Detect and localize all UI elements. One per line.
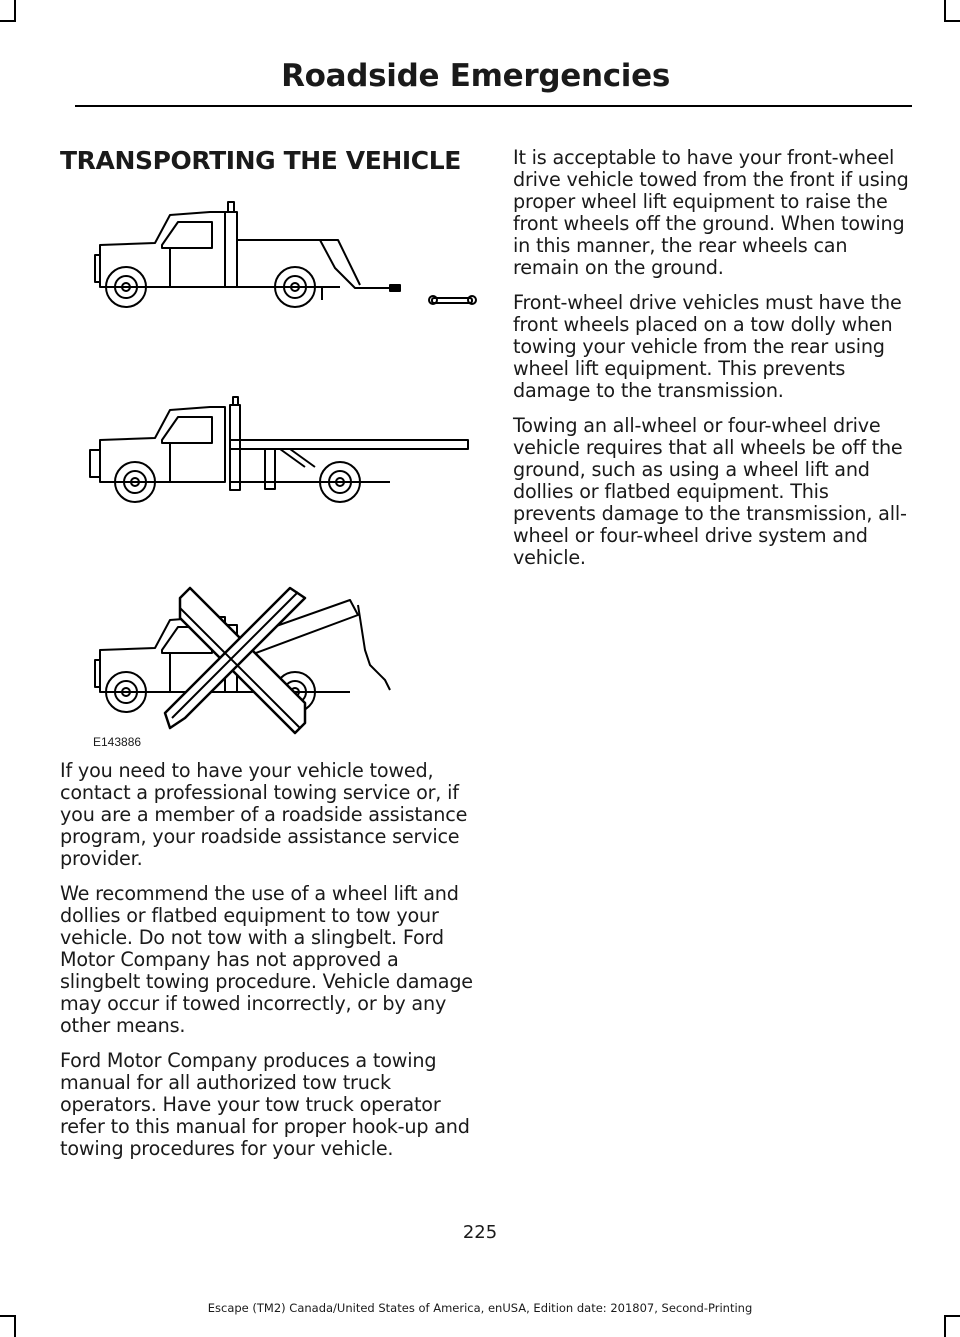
paragraph: Ford Motor Company produces a towing manual for all authorized tow truck operators. Have your tow truck operator refer to this manual for proper hook-up and towing procedures for your vehicle. [60,1049,470,1160]
wheel-lift-truck [95,202,476,307]
paragraph: Towing an all-wheel or four-wheel drive vehicle requires that all wheels be off the ground, such as using a wheel lift and dollies or flatbed equipment. This prevents damage to the transmission, all-wheel or four-wheel drive system and vehicle. [513,414,907,569]
towing-illustration [60,190,490,755]
crop-mark [14,1317,16,1337]
header-rule [75,105,912,107]
crop-mark [944,20,960,22]
page-number: 225 [462,1222,498,1243]
crop-mark [0,20,16,22]
crop-mark [944,1317,946,1337]
footer-text: Escape (TM2) Canada/United States of America, enUSA, Edition date: 201807, Second-Printing [207,1301,753,1315]
prohibited-cross-icon [165,588,305,733]
paragraph: It is acceptable to have your front-wheel drive vehicle towed from the front if using proper wheel lift equipment to raise the front wheels off the ground. When towing in this manner, the rear wheels can remain on the ground. [513,146,909,279]
flatbed-truck [90,397,468,502]
left-column [60,760,480,1173]
crop-mark [944,0,946,22]
right-column [513,147,913,582]
crop-mark [944,1315,960,1317]
paragraph: If you need to have your vehicle towed, contact a professional towing service or, if you are a member of a roadside assistance program, your roadside assistance service provider. [60,759,468,870]
header-title: Roadside Emergencies [281,58,670,94]
paragraph: We recommend the use of a wheel lift and dollies or flatbed equipment to tow your vehicle. Do not tow with a slingbelt. Ford Motor Company has not approved a slingbelt towing procedure. Vehicle damage may occur if towed incorrectly, or by any other means. [60,882,473,1037]
crop-mark [0,1315,16,1317]
section-title: TRANSPORTING THE VEHICLE [60,146,461,175]
crop-mark [14,0,16,22]
paragraph: Front-wheel drive vehicles must have the front wheels placed on a tow dolly when towing your vehicle from the rear using wheel lift equipment. This prevents damage to the transmission. [513,291,902,402]
figure-code: E143886 [93,735,142,749]
